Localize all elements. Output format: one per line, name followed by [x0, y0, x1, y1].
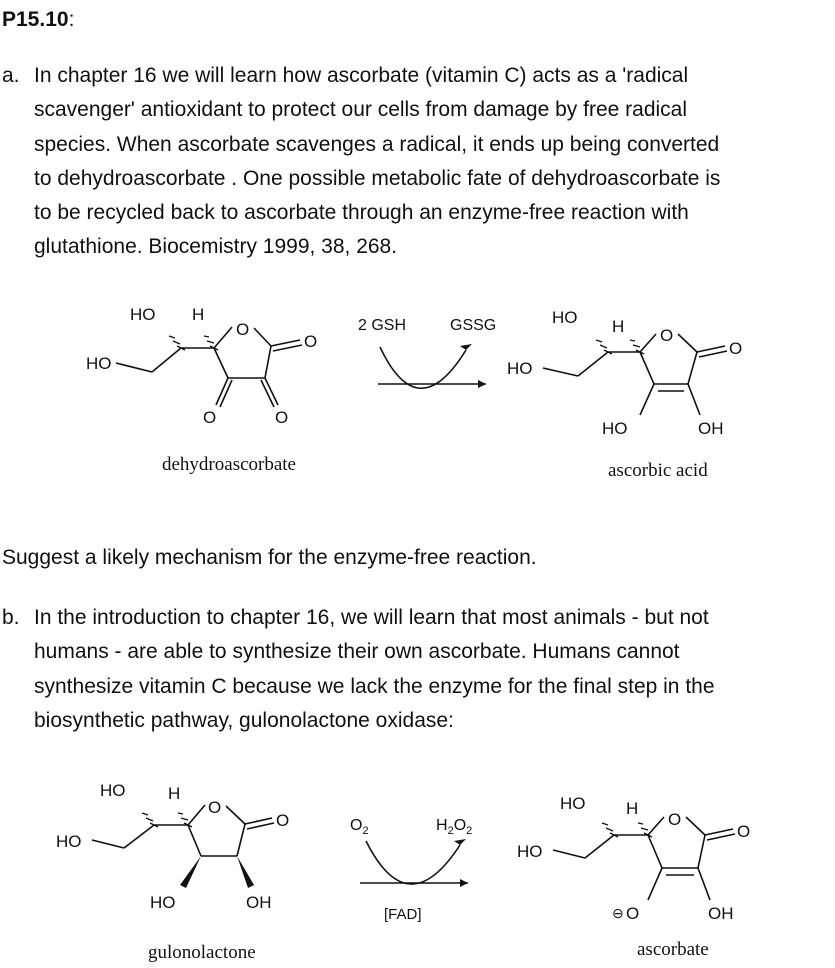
carbonyl-oxygen-label: O: [276, 811, 290, 830]
part-b-line: humans - are able to synthesize their own ascorbate. Humans cannot: [34, 640, 680, 664]
reagent-o2: [350, 817, 369, 837]
carbonyl-oxygen-label: O: [304, 332, 318, 351]
reagent-h2o2: [436, 817, 472, 837]
part-a-paragraph: [34, 59, 720, 265]
scheme-dehydroascorbate-to-ascorbic-acid: [0, 290, 835, 490]
problem-colon: :: [68, 8, 75, 31]
ho-label: HO: [100, 781, 126, 800]
h-label: H: [612, 317, 625, 336]
negative-charge-symbol: ⊖: [612, 905, 624, 921]
problem-number: P15.10: [2, 8, 69, 31]
part-a-line: to dehydroascorbate . One possible metabolic fate of dehydroascorbate is: [34, 166, 721, 190]
reagent-gssg: GSSG: [450, 317, 497, 334]
ring-oxygen-label: O: [660, 326, 674, 345]
hydroxyl-label: OH: [246, 893, 272, 912]
h-label: H: [626, 799, 639, 818]
part-a-line: scavenger' antioxidant to protect our cells from damage by free radical: [34, 98, 688, 122]
reagent-o2-subscript: 2: [362, 825, 369, 837]
ascorbic-acid-caption: ascorbic acid: [608, 460, 708, 481]
dehydroascorbate-caption: dehydroascorbate: [162, 454, 296, 475]
ho-label: HO: [86, 354, 112, 373]
enolate-oxygen-label: O: [626, 904, 640, 923]
ring-oxygen-label: O: [668, 810, 682, 829]
reagent-h2o2-sub: 2: [447, 825, 454, 837]
h-label: H: [168, 784, 181, 803]
part-a-line: to be recycled back to ascorbate through an enzyme-free reaction with: [34, 201, 689, 225]
part-b-marker: b.: [2, 606, 20, 629]
ring-oxygen-label: O: [236, 320, 250, 339]
part-a-marker: a.: [2, 64, 20, 87]
enol-oh-label: OH: [708, 904, 734, 923]
ascorbate-caption: ascorbate: [637, 939, 709, 960]
part-b-paragraph: [34, 601, 715, 738]
h-label: H: [192, 305, 205, 324]
gulonolactone-caption: gulonolactone: [148, 942, 256, 963]
ho-label: HO: [560, 794, 586, 813]
ho-label: HO: [552, 308, 578, 327]
carbonyl-oxygen-label: O: [729, 339, 743, 358]
question-a: Suggest a likely mechanism for the enzyme-free reaction.: [2, 546, 537, 569]
hydroxyl-label: HO: [150, 893, 176, 912]
part-b-line: In the introduction to chapter 16, we will learn that most animals - but not: [34, 606, 709, 629]
reagent-h2o2-h: H: [436, 817, 448, 834]
reagent-h2o2-o: O: [453, 817, 467, 834]
problem-title: [2, 8, 74, 32]
ho-label: HO: [517, 842, 543, 861]
ho-label: HO: [507, 359, 533, 378]
part-a-line: species. When ascorbate scavenges a radical, it ends up being converted: [34, 132, 720, 156]
ho-label: HO: [130, 305, 156, 324]
ring-oxygen-label: O: [208, 798, 222, 817]
part-a-line: glutathione. Biocemistry 1999, 38, 268.: [34, 235, 398, 259]
enol-oh-label: OH: [698, 419, 724, 438]
ho-label: HO: [56, 832, 82, 851]
enol-oh-label: HO: [602, 419, 628, 438]
carbonyl-oxygen-label: O: [737, 822, 751, 841]
reagent-2gsh: 2 GSH: [358, 317, 407, 334]
scheme-gulonolactone-to-ascorbate: [0, 765, 835, 968]
reagent-o2-symbol: O: [350, 817, 363, 834]
carbonyl-oxygen-label: O: [275, 408, 289, 427]
part-b-line: biosynthetic pathway, gulonolactone oxidase:: [34, 708, 454, 732]
part-a-line: In chapter 16 we will learn how ascorbate (vitamin C) acts as a 'radical: [34, 64, 689, 87]
carbonyl-oxygen-label: O: [203, 408, 217, 427]
cofactor-fad: [FAD]: [384, 906, 422, 923]
part-b-line: synthesize vitamin C because we lack the enzyme for the final step in the: [34, 674, 715, 698]
reagent-h2o2-sub2: 2: [466, 825, 473, 837]
